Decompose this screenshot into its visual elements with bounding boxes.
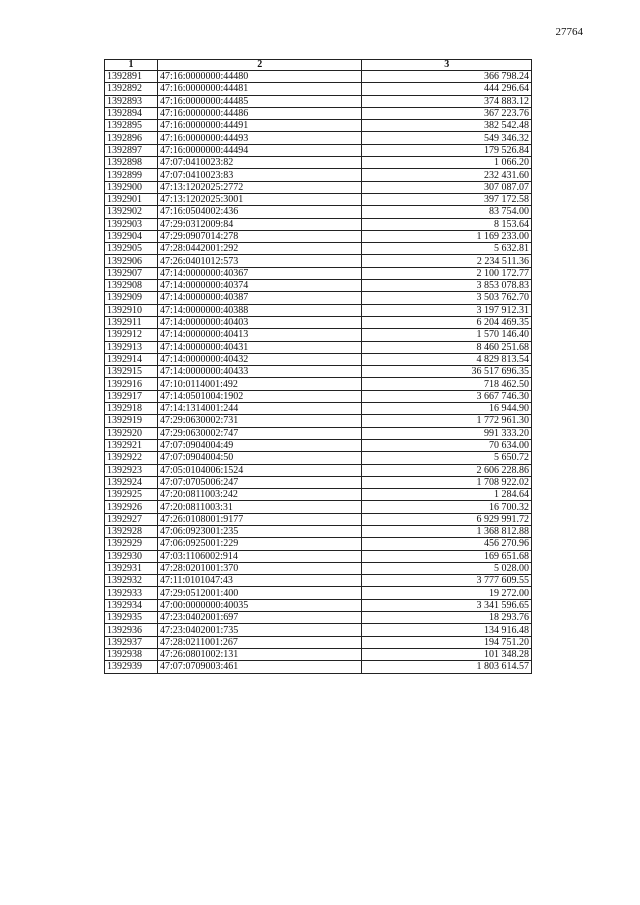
table-row xyxy=(105,452,532,464)
cadastral-number-cell: 47:14:0000000:40431 xyxy=(157,341,362,353)
row-number-cell: 1392930 xyxy=(105,550,158,562)
cadastral-number-cell: 47:07:0904004:49 xyxy=(157,439,362,451)
table-row xyxy=(105,476,532,488)
table-row xyxy=(105,538,532,550)
table-row xyxy=(105,501,532,513)
cadastral-value-cell: 134 916.48 xyxy=(362,624,532,636)
cadastral-number-cell: 47:07:0705006:247 xyxy=(157,476,362,488)
cadastral-value-cell: 3 503 762.70 xyxy=(362,292,532,304)
column-header-3: 3 xyxy=(362,60,532,71)
cadastral-value-cell: 169 651.68 xyxy=(362,550,532,562)
cadastral-number-cell: 47:26:0108001:9177 xyxy=(157,513,362,525)
cadastral-value-cell: 2 606 228.86 xyxy=(362,464,532,476)
table-row xyxy=(105,267,532,279)
cadastral-value-cell: 8 153.64 xyxy=(362,218,532,230)
cadastral-value-cell: 179 526.84 xyxy=(362,144,532,156)
cadastral-value-cell: 194 751.20 xyxy=(362,636,532,648)
table-row xyxy=(105,71,532,83)
table-row xyxy=(105,107,532,119)
cadastral-value-cell: 8 460 251.68 xyxy=(362,341,532,353)
table-row xyxy=(105,624,532,636)
row-number-cell: 1392895 xyxy=(105,120,158,132)
cadastral-value-cell: 2 234 511.36 xyxy=(362,255,532,267)
cadastral-number-cell: 47:29:0907014:278 xyxy=(157,230,362,242)
row-number-cell: 1392918 xyxy=(105,403,158,415)
table-row xyxy=(105,144,532,156)
table-row xyxy=(105,599,532,611)
cadastral-number-cell: 47:14:0000000:40413 xyxy=(157,329,362,341)
cadastral-number-cell: 47:10:0114001:492 xyxy=(157,378,362,390)
cadastral-number-cell: 47:14:0000000:40387 xyxy=(157,292,362,304)
table-row xyxy=(105,390,532,402)
cadastral-value-cell: 3 667 746.30 xyxy=(362,390,532,402)
column-header-1: 1 xyxy=(105,60,158,71)
cadastral-number-cell: 47:14:0000000:40433 xyxy=(157,366,362,378)
row-number-cell: 1392910 xyxy=(105,304,158,316)
cadastral-number-cell: 47:16:0000000:44493 xyxy=(157,132,362,144)
cadastral-number-cell: 47:29:0312009:84 xyxy=(157,218,362,230)
row-number-cell: 1392928 xyxy=(105,525,158,537)
cadastral-number-cell: 47:14:0000000:40403 xyxy=(157,316,362,328)
cadastral-number-cell: 47:23:0402001:697 xyxy=(157,612,362,624)
cadastral-value-cell: 718 462.50 xyxy=(362,378,532,390)
table-row xyxy=(105,193,532,205)
row-number-cell: 1392923 xyxy=(105,464,158,476)
table-row xyxy=(105,587,532,599)
cadastral-number-cell: 47:03:1106002:914 xyxy=(157,550,362,562)
cadastral-number-cell: 47:26:0801002:131 xyxy=(157,648,362,660)
table-row xyxy=(105,120,532,132)
cadastral-value-cell: 101 348.28 xyxy=(362,648,532,660)
table-row xyxy=(105,169,532,181)
table-row xyxy=(105,329,532,341)
table-row xyxy=(105,575,532,587)
row-number-cell: 1392893 xyxy=(105,95,158,107)
cadastral-value-cell: 367 223.76 xyxy=(362,107,532,119)
cadastral-value-cell: 19 272.00 xyxy=(362,587,532,599)
cadastral-value-cell: 3 197 912.31 xyxy=(362,304,532,316)
table-row xyxy=(105,181,532,193)
cadastral-value-cell: 1 772 961.30 xyxy=(362,415,532,427)
row-number-cell: 1392904 xyxy=(105,230,158,242)
row-number-cell: 1392925 xyxy=(105,489,158,501)
cadastral-number-cell: 47:07:0410023:83 xyxy=(157,169,362,181)
row-number-cell: 1392896 xyxy=(105,132,158,144)
table-row xyxy=(105,612,532,624)
cadastral-number-cell: 47:23:0402001:735 xyxy=(157,624,362,636)
table-row xyxy=(105,403,532,415)
cadastral-value-cell: 232 431.60 xyxy=(362,169,532,181)
cadastral-value-table xyxy=(104,59,532,674)
table-row xyxy=(105,316,532,328)
cadastral-number-cell: 47:13:1202025:3001 xyxy=(157,193,362,205)
row-number-cell: 1392912 xyxy=(105,329,158,341)
cadastral-value-cell: 3 777 609.55 xyxy=(362,575,532,587)
row-number-cell: 1392892 xyxy=(105,83,158,95)
table-row xyxy=(105,206,532,218)
row-number-cell: 1392905 xyxy=(105,243,158,255)
table-row xyxy=(105,415,532,427)
cadastral-number-cell: 47:05:0104006:1524 xyxy=(157,464,362,476)
cadastral-number-cell: 47:26:0401012:573 xyxy=(157,255,362,267)
row-number-cell: 1392937 xyxy=(105,636,158,648)
table-row xyxy=(105,366,532,378)
cadastral-value-cell: 3 341 596.65 xyxy=(362,599,532,611)
table-row xyxy=(105,132,532,144)
row-number-cell: 1392894 xyxy=(105,107,158,119)
cadastral-value-cell: 374 883.12 xyxy=(362,95,532,107)
cadastral-value-cell: 3 853 078.83 xyxy=(362,280,532,292)
row-number-cell: 1392929 xyxy=(105,538,158,550)
row-number-cell: 1392939 xyxy=(105,661,158,673)
cadastral-number-cell: 47:06:0923001:235 xyxy=(157,525,362,537)
row-number-cell: 1392903 xyxy=(105,218,158,230)
cadastral-value-cell: 444 296.64 xyxy=(362,83,532,95)
cadastral-value-cell: 397 172.58 xyxy=(362,193,532,205)
row-number-cell: 1392897 xyxy=(105,144,158,156)
cadastral-value-cell: 5 650.72 xyxy=(362,452,532,464)
cadastral-number-cell: 47:00:0000000:40035 xyxy=(157,599,362,611)
table-row xyxy=(105,83,532,95)
table-row xyxy=(105,157,532,169)
table-row xyxy=(105,341,532,353)
cadastral-number-cell: 47:13:1202025:2772 xyxy=(157,181,362,193)
cadastral-number-cell: 47:07:0904004:50 xyxy=(157,452,362,464)
table-row xyxy=(105,525,532,537)
cadastral-value-cell: 6 929 991.72 xyxy=(362,513,532,525)
cadastral-value-cell: 1 284.64 xyxy=(362,489,532,501)
cadastral-value-cell: 83 754.00 xyxy=(362,206,532,218)
cadastral-value-cell: 1 570 146.40 xyxy=(362,329,532,341)
cadastral-value-cell: 16 700.32 xyxy=(362,501,532,513)
table-row xyxy=(105,243,532,255)
row-number-cell: 1392899 xyxy=(105,169,158,181)
cadastral-value-cell: 4 829 813.54 xyxy=(362,353,532,365)
cadastral-number-cell: 47:16:0000000:44485 xyxy=(157,95,362,107)
cadastral-value-cell: 1 368 812.88 xyxy=(362,525,532,537)
cadastral-number-cell: 47:16:0000000:44480 xyxy=(157,71,362,83)
cadastral-number-cell: 47:07:0709003:461 xyxy=(157,661,362,673)
cadastral-number-cell: 47:28:0442001:292 xyxy=(157,243,362,255)
cadastral-number-cell: 47:16:0000000:44486 xyxy=(157,107,362,119)
table-body xyxy=(105,71,532,674)
table-row xyxy=(105,427,532,439)
row-number-cell: 1392901 xyxy=(105,193,158,205)
table-row xyxy=(105,648,532,660)
row-number-cell: 1392933 xyxy=(105,587,158,599)
table-row xyxy=(105,292,532,304)
cadastral-number-cell: 47:29:0512001:400 xyxy=(157,587,362,599)
cadastral-value-cell: 1 708 922.02 xyxy=(362,476,532,488)
table-row xyxy=(105,636,532,648)
row-number-cell: 1392908 xyxy=(105,280,158,292)
cadastral-number-cell: 47:16:0000000:44494 xyxy=(157,144,362,156)
row-number-cell: 1392924 xyxy=(105,476,158,488)
table-row xyxy=(105,464,532,476)
row-number-cell: 1392917 xyxy=(105,390,158,402)
cadastral-value-cell: 1 169 233.00 xyxy=(362,230,532,242)
cadastral-value-cell: 1 066.20 xyxy=(362,157,532,169)
row-number-cell: 1392931 xyxy=(105,562,158,574)
cadastral-value-cell: 70 634.00 xyxy=(362,439,532,451)
cadastral-value-cell: 1 803 614.57 xyxy=(362,661,532,673)
row-number-cell: 1392913 xyxy=(105,341,158,353)
cadastral-number-cell: 47:14:0000000:40432 xyxy=(157,353,362,365)
table-row xyxy=(105,550,532,562)
row-number-cell: 1392926 xyxy=(105,501,158,513)
cadastral-number-cell: 47:28:0201001:370 xyxy=(157,562,362,574)
row-number-cell: 1392891 xyxy=(105,71,158,83)
row-number-cell: 1392920 xyxy=(105,427,158,439)
cadastral-number-cell: 47:29:0630002:731 xyxy=(157,415,362,427)
cadastral-number-cell: 47:06:0925001:229 xyxy=(157,538,362,550)
cadastral-number-cell: 47:20:0811003:31 xyxy=(157,501,362,513)
cadastral-value-cell: 382 542.48 xyxy=(362,120,532,132)
cadastral-number-cell: 47:16:0504002:436 xyxy=(157,206,362,218)
row-number-cell: 1392900 xyxy=(105,181,158,193)
table-row xyxy=(105,280,532,292)
table-row xyxy=(105,489,532,501)
cadastral-value-cell: 36 517 696.35 xyxy=(362,366,532,378)
row-number-cell: 1392935 xyxy=(105,612,158,624)
row-number-cell: 1392915 xyxy=(105,366,158,378)
cadastral-number-cell: 47:16:0000000:44481 xyxy=(157,83,362,95)
row-number-cell: 1392938 xyxy=(105,648,158,660)
cadastral-value-cell: 6 204 469.35 xyxy=(362,316,532,328)
row-number-cell: 1392932 xyxy=(105,575,158,587)
row-number-cell: 1392927 xyxy=(105,513,158,525)
cadastral-number-cell: 47:29:0630002:747 xyxy=(157,427,362,439)
column-header-2: 2 xyxy=(157,60,362,71)
table-row xyxy=(105,304,532,316)
cadastral-number-cell: 47:14:0000000:40374 xyxy=(157,280,362,292)
row-number-cell: 1392936 xyxy=(105,624,158,636)
row-number-cell: 1392919 xyxy=(105,415,158,427)
cadastral-number-cell: 47:16:0000000:44491 xyxy=(157,120,362,132)
cadastral-number-cell: 47:11:0101047:43 xyxy=(157,575,362,587)
table-row xyxy=(105,661,532,673)
cadastral-number-cell: 47:07:0410023:82 xyxy=(157,157,362,169)
cadastral-value-cell: 18 293.76 xyxy=(362,612,532,624)
cadastral-number-cell: 47:14:1314001:244 xyxy=(157,403,362,415)
cadastral-value-cell: 307 087.07 xyxy=(362,181,532,193)
cadastral-value-cell: 5 028.00 xyxy=(362,562,532,574)
row-number-cell: 1392898 xyxy=(105,157,158,169)
row-number-cell: 1392934 xyxy=(105,599,158,611)
table-row xyxy=(105,513,532,525)
table-header-row xyxy=(105,60,532,71)
table-row xyxy=(105,255,532,267)
cadastral-value-cell: 2 100 172.77 xyxy=(362,267,532,279)
row-number-cell: 1392907 xyxy=(105,267,158,279)
cadastral-value-cell: 16 944.90 xyxy=(362,403,532,415)
table-row xyxy=(105,562,532,574)
table-row xyxy=(105,353,532,365)
cadastral-number-cell: 47:14:0000000:40388 xyxy=(157,304,362,316)
table-row xyxy=(105,218,532,230)
cadastral-number-cell: 47:14:0000000:40367 xyxy=(157,267,362,279)
cadastral-number-cell: 47:28:0211001:267 xyxy=(157,636,362,648)
row-number-cell: 1392916 xyxy=(105,378,158,390)
row-number-cell: 1392922 xyxy=(105,452,158,464)
cadastral-value-cell: 456 270.96 xyxy=(362,538,532,550)
table-row xyxy=(105,439,532,451)
cadastral-number-cell: 47:14:0501004:1902 xyxy=(157,390,362,402)
cadastral-value-cell: 991 333.20 xyxy=(362,427,532,439)
row-number-cell: 1392906 xyxy=(105,255,158,267)
row-number-cell: 1392902 xyxy=(105,206,158,218)
row-number-cell: 1392911 xyxy=(105,316,158,328)
table-row xyxy=(105,95,532,107)
table-row xyxy=(105,230,532,242)
cadastral-value-cell: 366 798.24 xyxy=(362,71,532,83)
row-number-cell: 1392921 xyxy=(105,439,158,451)
table-row xyxy=(105,378,532,390)
page-number: 27764 xyxy=(555,26,583,38)
row-number-cell: 1392909 xyxy=(105,292,158,304)
cadastral-value-cell: 549 346.32 xyxy=(362,132,532,144)
cadastral-value-cell: 5 632.81 xyxy=(362,243,532,255)
cadastral-number-cell: 47:20:0811003:242 xyxy=(157,489,362,501)
row-number-cell: 1392914 xyxy=(105,353,158,365)
